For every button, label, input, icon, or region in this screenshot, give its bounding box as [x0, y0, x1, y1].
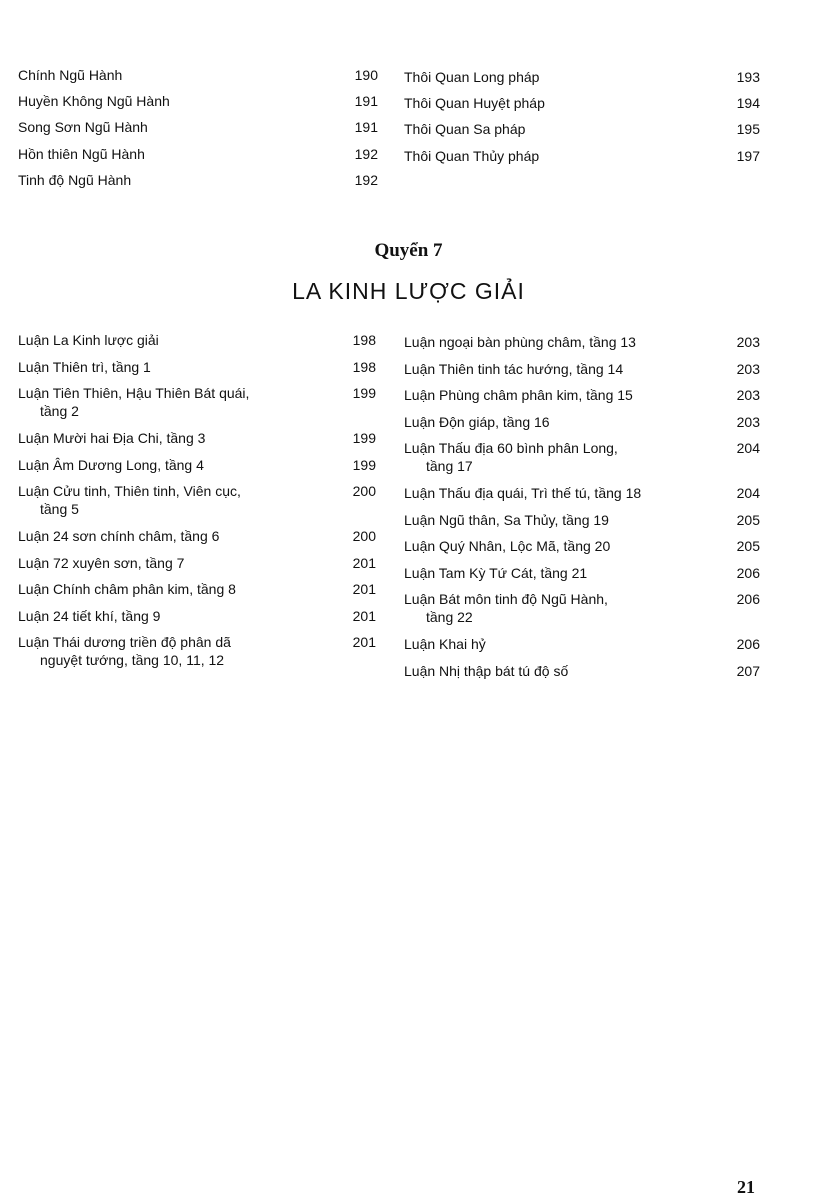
toc-entry [404, 94, 760, 120]
toc-entry-title-line: Luận Bát môn tinh độ Ngũ Hành, [404, 591, 608, 607]
toc-entry-page: 205 [736, 538, 760, 554]
toc-entry-title [404, 635, 486, 653]
toc-entry-page: 204 [736, 440, 760, 456]
toc-entry-page: 201 [352, 607, 376, 624]
toc-entry-title [404, 590, 608, 626]
toc-entry [18, 429, 376, 447]
toc-entry-title-line: Luận Thiên tinh tác hướng, tầng 14 [404, 360, 624, 377]
toc-entry-title [18, 145, 145, 163]
toc-entry-title-continuation: tầng 2 [40, 403, 79, 419]
toc-top-left-column [18, 66, 378, 197]
toc-entry [18, 527, 376, 545]
toc-entry-title [18, 607, 160, 625]
toc-entry-title-line: Chính Ngũ Hành [18, 67, 123, 83]
toc-entry-title-line: Thôi Quan Thủy pháp [404, 147, 540, 164]
toc-entry [404, 68, 760, 94]
toc-entry-title-line: Luận Khai hỷ [404, 636, 486, 652]
toc-entry-title-line: Song Sơn Ngũ Hành [18, 119, 148, 136]
toc-entry-title [18, 384, 249, 420]
toc-entry-title-line: Tinh độ Ngũ Hành [18, 171, 132, 188]
toc-entry-title [404, 147, 539, 165]
toc-entry [404, 147, 760, 173]
toc-entry [404, 333, 760, 351]
toc-entry-title [404, 662, 568, 680]
toc-entry-page: 203 [736, 360, 760, 377]
toc-entry-page: 190 [354, 67, 378, 83]
toc-entry [18, 358, 376, 376]
toc-entry [404, 537, 760, 555]
toc-entry-page: 199 [352, 430, 376, 446]
toc-entry-page: 198 [352, 358, 376, 375]
toc-entry-title [18, 92, 170, 110]
toc-entry [18, 633, 376, 669]
toc-entry [18, 456, 376, 474]
toc-entry-title [404, 511, 609, 529]
toc-entry [18, 482, 376, 518]
toc-entry-page: 206 [736, 591, 760, 607]
toc-entry-title-line: Luận Thiên trì, tầng 1 [18, 358, 151, 375]
toc-entry-title-line: Luận Tiên Thiên, Hậu Thiên Bát quái, [18, 385, 250, 401]
toc-entry [404, 511, 760, 529]
toc-entry-title-line: Luận Thái dương triền độ phân dã [18, 634, 231, 650]
toc-entry-page: 192 [354, 171, 378, 188]
toc-entry [404, 662, 760, 680]
toc-entry-title [18, 171, 131, 189]
toc-entry-title [18, 66, 122, 84]
toc-entry-page: 191 [354, 93, 378, 110]
toc-entry [18, 554, 376, 572]
toc-entry-page: 201 [352, 581, 376, 597]
toc-entry-title [18, 527, 219, 545]
toc-entry-title-line: Hồn thiên Ngũ Hành [18, 145, 145, 162]
toc-bottom-left-column [18, 331, 376, 678]
toc-entry-page: 203 [736, 387, 760, 403]
toc-bottom-right-column [404, 333, 760, 688]
toc-entry-page: 203 [736, 413, 760, 430]
toc-entry-page: 203 [736, 334, 760, 350]
toc-entry-title-line: Luận Thấu địa quái, Trì thế tú, tầng 18 [404, 485, 642, 501]
toc-entry [404, 386, 760, 404]
toc-entry-title-line: Luận Phùng châm phân kim, tầng 15 [404, 387, 633, 403]
toc-entry-page: 197 [736, 147, 760, 164]
toc-entry [18, 145, 378, 171]
toc-entry-page: 199 [352, 456, 376, 473]
toc-entry-page: 204 [736, 485, 760, 501]
toc-entry-title [404, 564, 587, 582]
toc-entry [404, 564, 760, 582]
toc-entry-title [404, 413, 550, 431]
toc-entry-title-line: Luận Thấu địa 60 bình phân Long, [404, 440, 618, 456]
toc-entry-title-continuation: tầng 5 [40, 501, 79, 517]
toc-entry [404, 635, 760, 653]
toc-entry-title-line: Luận Độn giáp, tầng 16 [404, 413, 550, 430]
toc-entry [18, 66, 378, 92]
toc-top-right-column [404, 68, 760, 173]
toc-entry-title-line: Thôi Quan Long pháp [404, 69, 540, 85]
toc-entry-page: 193 [736, 69, 760, 85]
toc-entry-title-line: Luận Nhị thập bát tú độ số [404, 662, 569, 679]
toc-entry-title-line: Luận Tam Kỳ Tứ Cát, tầng 21 [404, 564, 588, 581]
toc-entry-page: 201 [352, 634, 376, 650]
toc-entry [18, 118, 378, 144]
toc-entry-title-line: Luận Âm Dương Long, tầng 4 [18, 456, 204, 473]
toc-entry [404, 484, 760, 502]
toc-entry-page: 195 [736, 121, 760, 138]
toc-entry-title [404, 484, 641, 502]
toc-entry [18, 92, 378, 118]
toc-entry-title [404, 439, 618, 475]
toc-entry [18, 607, 376, 625]
toc-entry-title-continuation: nguyệt tướng, tầng 10, 11, 12 [40, 652, 225, 668]
book-label: Quyển 7 [374, 240, 443, 261]
toc-entry-title [18, 118, 148, 136]
section-title: LA KINH LƯỢC GIẢI [292, 278, 525, 304]
page-number: 21 [737, 1177, 755, 1197]
toc-entry-title-line: Luận Ngũ thân, Sa Thủy, tầng 19 [404, 511, 609, 528]
toc-entry [404, 413, 760, 431]
toc-entry-page: 201 [352, 554, 376, 571]
toc-entry-title-line: Luận 24 tiết khí, tầng 9 [18, 607, 161, 624]
toc-entry-page: 200 [352, 528, 376, 544]
toc-entry-title-continuation: tầng 22 [426, 609, 473, 625]
toc-entry-title [18, 554, 184, 572]
toc-entry-page: 198 [352, 332, 376, 348]
toc-entry-title [404, 537, 610, 555]
toc-entry-title-continuation: tầng 17 [426, 458, 473, 474]
toc-entry [404, 120, 760, 146]
toc-entry-title-line: Luận ngoại bàn phùng châm, tầng 13 [404, 334, 636, 350]
toc-entry-title-line: Luận 72 xuyên sơn, tầng 7 [18, 554, 185, 571]
toc-entry [404, 360, 760, 378]
toc-entry-title-line: Luận Quý Nhân, Lộc Mã, tầng 20 [404, 538, 611, 554]
toc-entry [404, 439, 760, 475]
toc-entry-page: 205 [736, 511, 760, 528]
toc-entry-title [18, 429, 205, 447]
toc-entry-page: 207 [736, 662, 760, 679]
toc-entry-page: 199 [352, 385, 376, 401]
toc-entry-title-line: Luận Cửu tinh, Thiên tinh, Viên cục, [18, 483, 241, 499]
toc-entry-title-line: Thôi Quan Huyệt pháp [404, 95, 545, 112]
toc-entry-title [18, 633, 231, 669]
toc-entry-title-line: Thôi Quan Sa pháp [404, 121, 526, 138]
toc-entry [18, 384, 376, 420]
toc-entry-page: 192 [354, 145, 378, 162]
toc-entry-title [404, 94, 545, 112]
toc-entry-page: 206 [736, 564, 760, 581]
toc-entry-title [404, 68, 539, 86]
toc-entry-page: 191 [354, 119, 378, 136]
toc-entry [18, 171, 378, 197]
toc-entry-title [404, 333, 636, 351]
toc-entry-title [18, 482, 241, 518]
toc-entry-title [18, 456, 204, 474]
toc-entry-title [404, 386, 633, 404]
toc-entry-title [18, 331, 159, 349]
toc-entry-title-line: Huyền Không Ngũ Hành [18, 93, 170, 110]
toc-entry [18, 580, 376, 598]
toc-entry-title [18, 580, 236, 598]
toc-entry-page: 200 [352, 483, 376, 499]
toc-entry [404, 590, 760, 626]
toc-entry [18, 331, 376, 349]
toc-entry-title [404, 120, 525, 138]
toc-entry-title-line: Luận La Kinh lược giải [18, 332, 159, 348]
toc-entry-title-line: Luận 24 sơn chính châm, tầng 6 [18, 528, 220, 544]
toc-entry-page: 194 [736, 95, 760, 112]
toc-entry-page: 206 [736, 636, 760, 652]
toc-entry-title-line: Luận Chính châm phân kim, tầng 8 [18, 581, 236, 597]
toc-entry-title [18, 358, 151, 376]
toc-entry-title-line: Luận Mười hai Địa Chi, tầng 3 [18, 430, 206, 446]
toc-entry-title [404, 360, 623, 378]
